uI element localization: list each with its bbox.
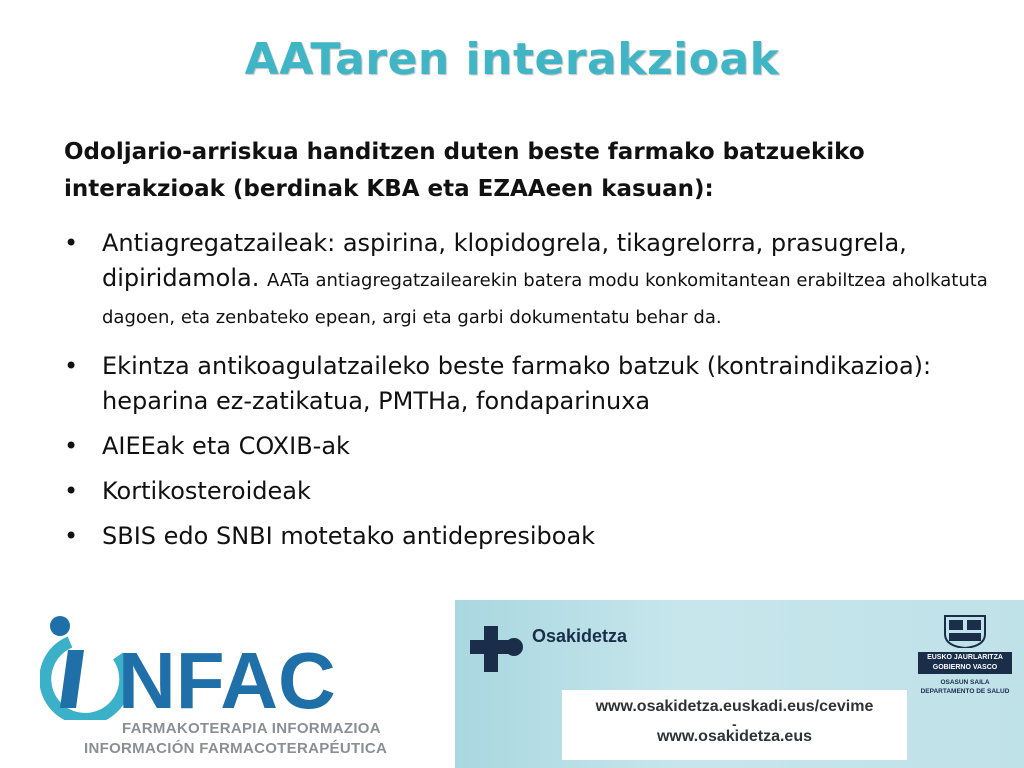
list-item	[64, 349, 1004, 419]
infac-logo-i-stem	[60, 650, 84, 708]
bullet-marker: •	[64, 432, 79, 460]
bullet-marker: •	[64, 522, 79, 550]
osakidetza-link[interactable]: www.osakidetza.eus	[656, 728, 812, 745]
bullet-marker: •	[64, 477, 79, 505]
infac-subtitle-eu: FARMAKOTERAPIA INFORMAZIOA	[122, 720, 381, 737]
infac-logo-text: NFAC	[118, 636, 336, 720]
url-box	[562, 690, 907, 760]
government-name-es: GOBIERNO VASCO	[932, 664, 998, 671]
bullet-text: AIEEak eta COXIB-ak	[102, 432, 350, 460]
bullet-marker: •	[64, 352, 79, 380]
list-item	[64, 429, 1004, 464]
infac-logo-ring	[45, 642, 125, 719]
bullet-list	[64, 226, 1004, 564]
url-separator: -	[732, 716, 737, 732]
intro-paragraph: Odoljario-arriskua handitzen duten beste farmako batzuekiko interakzioak (berdinak KBA eta EZAAeen kasuan):	[64, 139, 865, 202]
osakidetza-name: Osakidetza	[532, 626, 628, 646]
infac-logo	[40, 610, 380, 720]
department-label	[918, 678, 1012, 696]
government-name-eu: EUSKO JAURLARITZA	[927, 654, 1003, 661]
coat-of-arms-icon	[937, 612, 993, 648]
bullet-text: Kortikosteroideak	[102, 477, 311, 505]
bullet-text: Ekintza antikoagulatzaileko beste farmako batzuk (kontraindikazioa): heparina ez-zatikatua, PMTHa, fondaparinuxa	[102, 352, 932, 415]
department-name-eu: OSASUN SAILA	[940, 679, 990, 686]
list-item	[64, 474, 1004, 509]
osakidetza-cross-icon	[470, 624, 526, 674]
infac-logo-dot	[50, 616, 70, 636]
department-name-es: DEPARTAMENTO DE SALUD	[920, 688, 1010, 695]
infac-subtitle-es: INFORMACIÓN FARMACOTERAPÉUTICA	[84, 740, 388, 757]
bullet-text: SBIS edo SNBI motetako antidepresiboak	[102, 522, 596, 550]
list-item	[64, 226, 1004, 335]
bullet-note: AATa antiagregatzailearekin batera modu konkomitantean erabiltzea aholkatuta dagoen, eta zenbateko epean, argi eta garbi dokumentatu behar da.	[102, 270, 988, 328]
bullet-marker: •	[64, 229, 79, 257]
government-box	[918, 652, 1012, 674]
list-item	[64, 519, 1004, 554]
cevime-link[interactable]: www.osakidetza.euskadi.eus/cevime	[595, 698, 874, 715]
slide-title: AATaren interakzioak	[244, 34, 780, 85]
bullet-text: Antiagregatzaileak: aspirina, klopidogrela, tikagrelorra, prasugrela, dipiridamola.	[102, 229, 907, 292]
